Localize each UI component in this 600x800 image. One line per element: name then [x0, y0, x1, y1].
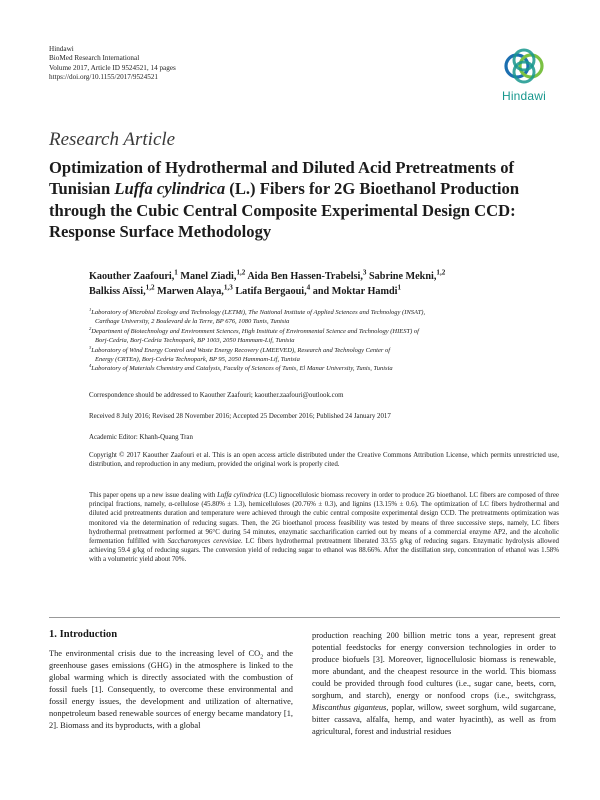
- author[interactable]: Latifa Bergaoui,$^4$: [235, 283, 311, 297]
- publication-dates: Received 8 July 2016; Revised 28 November 2016; Accepted 25 December 2016; Published 24 January 2017: [89, 413, 391, 420]
- abstract: This paper opens up a new issue dealing with Luffa cylindrica (LC) lignocellulosic biomass recovery in order to produce 2G bioethanol. LC fibers are composed of three principal fractions, namely, α-cellulose (45.80% ± 1.3), hemicelluloses (20.76% ± 0.3), and lignins (13.15% ± 0.6). The optimization of LC fibers hydrothermal and diluted acid pretreatments duration and temperature were achieved through the cubic central composite experimental design CCD. The pretreatments optimization was monitored via the determination of reducing sugars. Then, the 2G bioethanol process feasibility was tested by means of three successive steps, namely, LC fibers hydrothermal pretreatment performed at 96°C during 54 minutes, enzymatic saccharification carried out by means of a commercial enzyme AP2, and the alcoholic fermentation fulfilled with Saccharomyces cerevisiae. LC fibers hydrothermal pretreatment liberated 33.55 g/kg of reducing sugars. Enzymatic hydrolysis allowed achieving 59.4 g/kg of reducing sugars. The conversion yield of reducing sugar to ethanol was 88.66%. After the distillation step, concentration of ethanol was 1.58% with a volumetric yield about 70%.: [89, 492, 560, 564]
- journal-header: [49, 45, 176, 83]
- title-part-1: Optimization of Hydrothermal and Diluted Acid Pretreatments of Tunisian: [49, 158, 515, 199]
- author[interactable]: Aida Ben Hassen-Trabelsi,$^3$: [247, 268, 367, 282]
- title-part-2: (L.) Fibers for 2G Bioethanol Production through the Cubic Central Composite Experimental Design CCD: Response Surface Methodology: [49, 179, 520, 242]
- intro-column-left: The environmental crisis due to the increasing level of $CO_2$ and the greenhouse gases emissions (GHG) in the atmosphere is linked to the global warming which is directly associated with the combustion of fossil fuels [1]. Consequently, to overcome these environmental and fossil energy issues, the development and utilization of alternative, nonpetroleum based renewable sources of energy became mandatory [1, 2]. Biomass and its byproducts, with a global: [49, 649, 293, 731]
- copyright-notice: Copyright © 2017 Kaouther Zaafouri et al. This is an open access article distributed under the Creative Commons Attribution License, which permits unrestricted use, distribution, and reproduction in any medium, provided the original work is properly cited.: [89, 452, 559, 468]
- hindawi-logo-text: Hindawi: [501, 89, 547, 103]
- author[interactable]: and Moktar Hamdi$^1$: [312, 283, 402, 297]
- publisher-name: Hindawi: [49, 45, 74, 53]
- affiliation: $^4$Laboratory of Materials Chemistry and Catalysis, Faculty of Sciences of Tunis, El Manar University, Tunis, Tunisia: [89, 363, 393, 373]
- author[interactable]: Marwen Alaya,$^{1,3}$: [157, 283, 233, 297]
- volume-info: Volume 2017, Article ID 9524521, 14 pages: [49, 63, 176, 72]
- author[interactable]: Sabrine Mekni,$^{1,2}$: [369, 268, 446, 282]
- academic-editor: Academic Editor: Khanh-Quang Tran: [89, 434, 193, 441]
- intro-column-right: production reaching 200 billion metric tons a year, represent great potential feedstocks for energy conversion technologies in order to produce biofuels [3]. Moreover, lignocellulosic biomass is renewable, more abundant, and the cheapest resource in the world. This biomass could be provided through food cultures (i.e., sugar cane, beets, corn, sorghum, and starch), energy or nonfood crops (i.e., switchgrass, Miscanthus giganteus, poplar, willow, sweet sorghum, wild sugarcane, bitter cassava, alfalfa, hemp, and water hyacinth), as well as from agricultural, forest and industrial residues: [312, 631, 556, 737]
- affiliations: [89, 308, 559, 374]
- affiliation: $^2$Department of Biotechnology and Environment Sciences, High Institute of Environmental Science and Technology (HIEST) of Borj-Cedria, Borj-Cedria Technopark, BP 1003, 2050 Hammam-Lif, Tunisia: [89, 325, 419, 345]
- author[interactable]: Kaouther Zaafouri,$^1$: [89, 268, 178, 282]
- paper-title: [49, 157, 559, 243]
- journal-name: BioMed Research International: [49, 54, 140, 63]
- author[interactable]: Balkiss Aïssi,$^{1,2}$: [89, 283, 155, 297]
- author-list: [89, 269, 559, 299]
- section-divider: [49, 617, 560, 618]
- section-heading-introduction: 1. Introduction: [49, 629, 118, 640]
- article-type: Research Article: [49, 129, 176, 150]
- author[interactable]: Manel Ziadi,$^{1,2}$: [180, 268, 246, 282]
- title-species: Luffa cylindrica: [114, 179, 226, 199]
- correspondence: Correspondence should be addressed to Kaouther Zaafouri; kaouther.zaafouri@outlook.com: [89, 392, 344, 399]
- affiliation: $^1$Laboratory of Microbial Ecology and Technology (LETMi), The National Institute of Applied Sciences and Technology (INSAT), Carthage University, 2 Boulevard de la Terre, BP 676, 1080 Tunis, Tunisia: [89, 306, 426, 326]
- doi-link[interactable]: https://doi.org/10.1155/2017/9524521: [49, 73, 159, 82]
- affiliation: $^3$Laboratory of Wind Energy Control and Waste Energy Recovery (LMEEVED), Research and Technology Center of Energy (CRTEn), Borj-Cedria Technopark, BP 95, 2050 Hammam-Lif, Tunisia: [89, 344, 391, 364]
